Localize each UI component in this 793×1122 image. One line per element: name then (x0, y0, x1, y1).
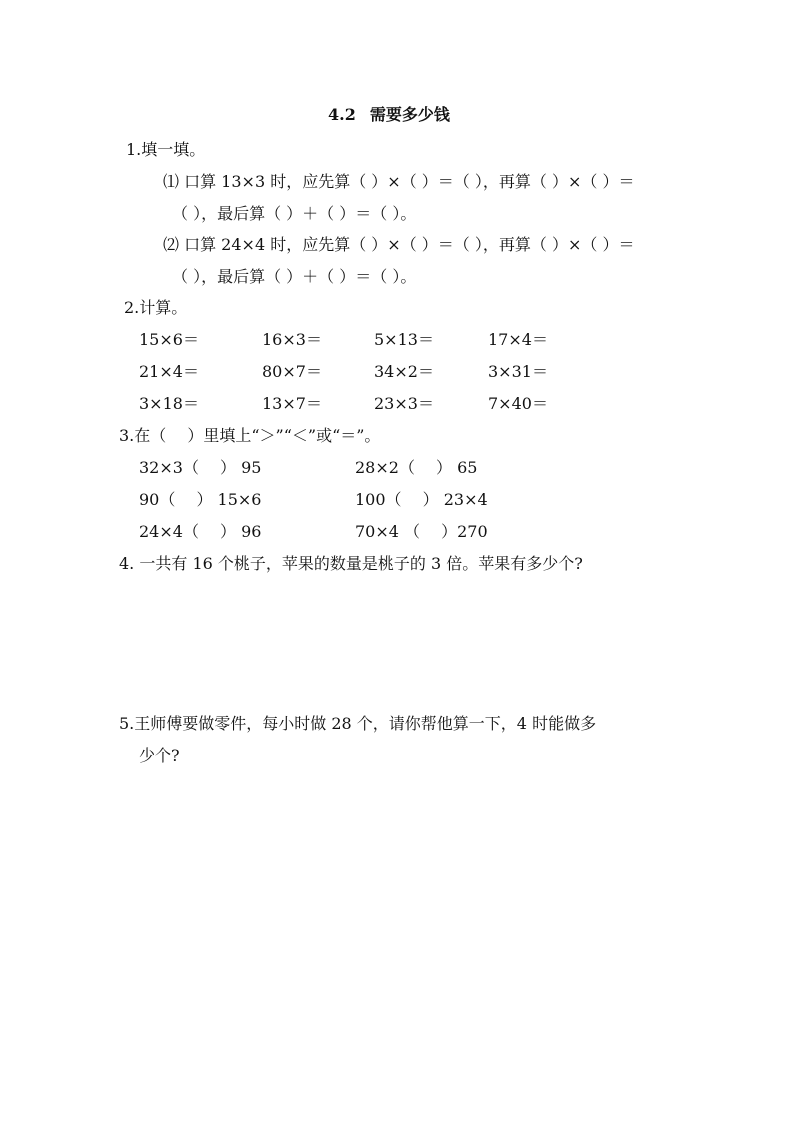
compare-item: 24×4（ ） 96 (139, 522, 262, 541)
compare-item: 32×3（ ） 95 (139, 458, 262, 477)
compare-item: 70×4 （ ）270 (355, 522, 488, 541)
calc-item: 13×7＝ (262, 394, 322, 413)
q1-heading: 1.填一填。 (126, 140, 206, 159)
q5-line2: 少个? (139, 746, 180, 765)
q1-item2-line2: （ ），最后算（ ）＋（ ）＝（ ）。 (172, 267, 417, 286)
calc-item: 5×13＝ (374, 330, 434, 349)
q3-heading: 3.在（ ）里填上“＞”“＜”或“＝”。 (119, 426, 381, 445)
calc-item: 7×40＝ (488, 394, 548, 413)
calc-item: 17×4＝ (488, 330, 548, 349)
calc-item: 16×3＝ (262, 330, 322, 349)
q1-item1-line2: （ ），最后算（ ）＋（ ）＝（ ）。 (172, 204, 417, 223)
calc-item: 3×31＝ (488, 362, 548, 381)
compare-item: 90（ ） 15×6 (139, 490, 262, 509)
calc-item: 15×6＝ (139, 330, 199, 349)
lesson-number: 4.2 (328, 105, 356, 124)
calc-item: 3×18＝ (139, 394, 199, 413)
page-title (328, 107, 450, 123)
compare-item: 28×2（ ） 65 (355, 458, 478, 477)
q1-item2-line1: ⑵ 口算 24×4 时，应先算（ ）×（ ）＝（ ），再算（ ）×（ ）＝ (163, 235, 635, 254)
calc-item: 34×2＝ (374, 362, 434, 381)
calc-item: 21×4＝ (139, 362, 199, 381)
calc-item: 80×7＝ (262, 362, 322, 381)
q4-text: 4. 一共有 16 个桃子，苹果的数量是桃子的 3 倍。苹果有多少个? (119, 554, 583, 573)
calc-item: 23×3＝ (374, 394, 434, 413)
q1-item1-line1: ⑴ 口算 13×3 时，应先算（ ）×（ ）＝（ ），再算（ ）×（ ）＝ (163, 172, 635, 191)
q2-heading: 2.计算。 (124, 298, 188, 317)
compare-item: 100（ ） 23×4 (355, 490, 488, 509)
q5-line1: 5.王师傅要做零件，每小时做 28 个，请你帮他算一下，4 时能做多 (119, 714, 597, 733)
lesson-title: 需要多少钱 (369, 105, 450, 124)
